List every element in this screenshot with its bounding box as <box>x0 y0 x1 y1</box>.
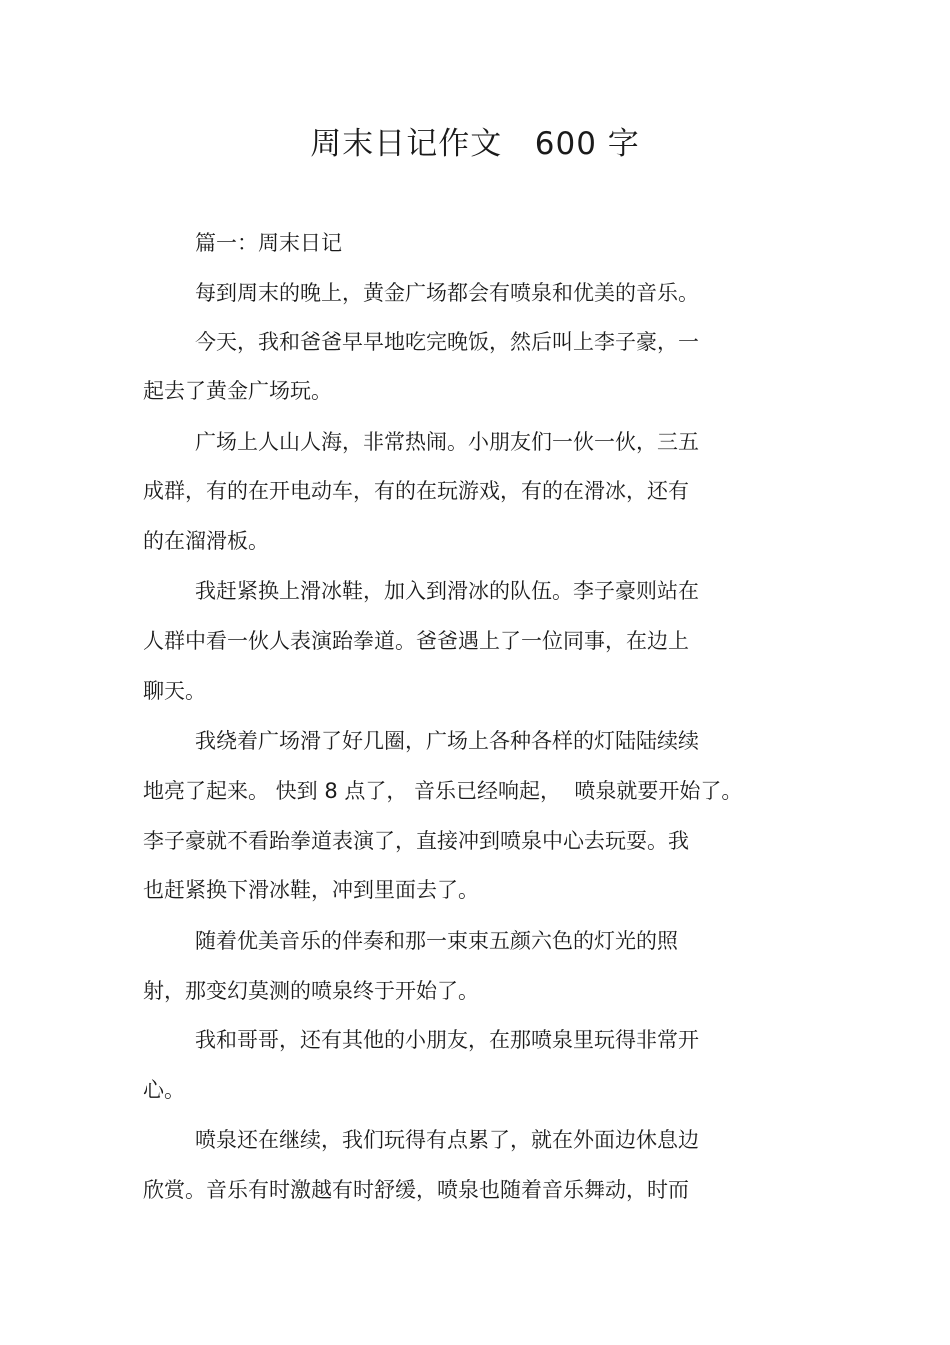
paragraph-line: 聊天。 <box>143 679 206 703</box>
document-title: 周末日记作文 600 字 <box>310 126 640 162</box>
paragraph-line: 心。 <box>143 1078 185 1102</box>
paragraph-line: 今天，我和爸爸早早地吃完晚饭，然后叫上李子豪，一 <box>195 330 699 354</box>
paragraph-line: 每到周末的晚上，黄金广场都会有喷泉和优美的音乐。 <box>195 281 699 305</box>
paragraph-line: 我绕着广场滑了好几圈，广场上各种各样的灯陆陆续续 <box>195 729 699 753</box>
paragraph-line: 地亮了起来。 快到 8 点了， 音乐已经响起， 喷泉就要开始了。 <box>143 779 743 803</box>
paragraph-line: 起去了黄金广场玩。 <box>143 379 332 403</box>
paragraph-line: 李子豪就不看跆拳道表演了，直接冲到喷泉中心去玩耍。我 <box>143 829 689 853</box>
paragraph-line: 随着优美音乐的伴奏和那一束束五颜六色的灯光的照 <box>195 929 678 953</box>
paragraph-line: 广场上人山人海，非常热闹。小朋友们一伙一伙，三五 <box>195 430 699 454</box>
section-heading: 篇一：周末日记 <box>195 231 342 255</box>
paragraph-line: 我赶紧换上滑冰鞋，加入到滑冰的队伍。李子豪则站在 <box>195 579 699 603</box>
paragraph-line: 人群中看一伙人表演跆拳道。爸爸遇上了一位同事，在边上 <box>143 629 689 653</box>
paragraph-line: 也赶紧换下滑冰鞋，冲到里面去了。 <box>143 878 479 902</box>
paragraph-line: 我和哥哥，还有其他的小朋友，在那喷泉里玩得非常开 <box>195 1028 699 1052</box>
paragraph-line: 射，那变幻莫测的喷泉终于开始了。 <box>143 979 479 1003</box>
paragraph-line: 的在溜滑板。 <box>143 529 269 553</box>
paragraph-line: 欣赏。音乐有时激越有时舒缓，喷泉也随着音乐舞动，时而 <box>143 1178 689 1202</box>
paragraph-line: 成群，有的在开电动车，有的在玩游戏，有的在滑冰，还有 <box>143 479 689 503</box>
paragraph-line: 喷泉还在继续，我们玩得有点累了，就在外面边休息边 <box>195 1128 699 1152</box>
